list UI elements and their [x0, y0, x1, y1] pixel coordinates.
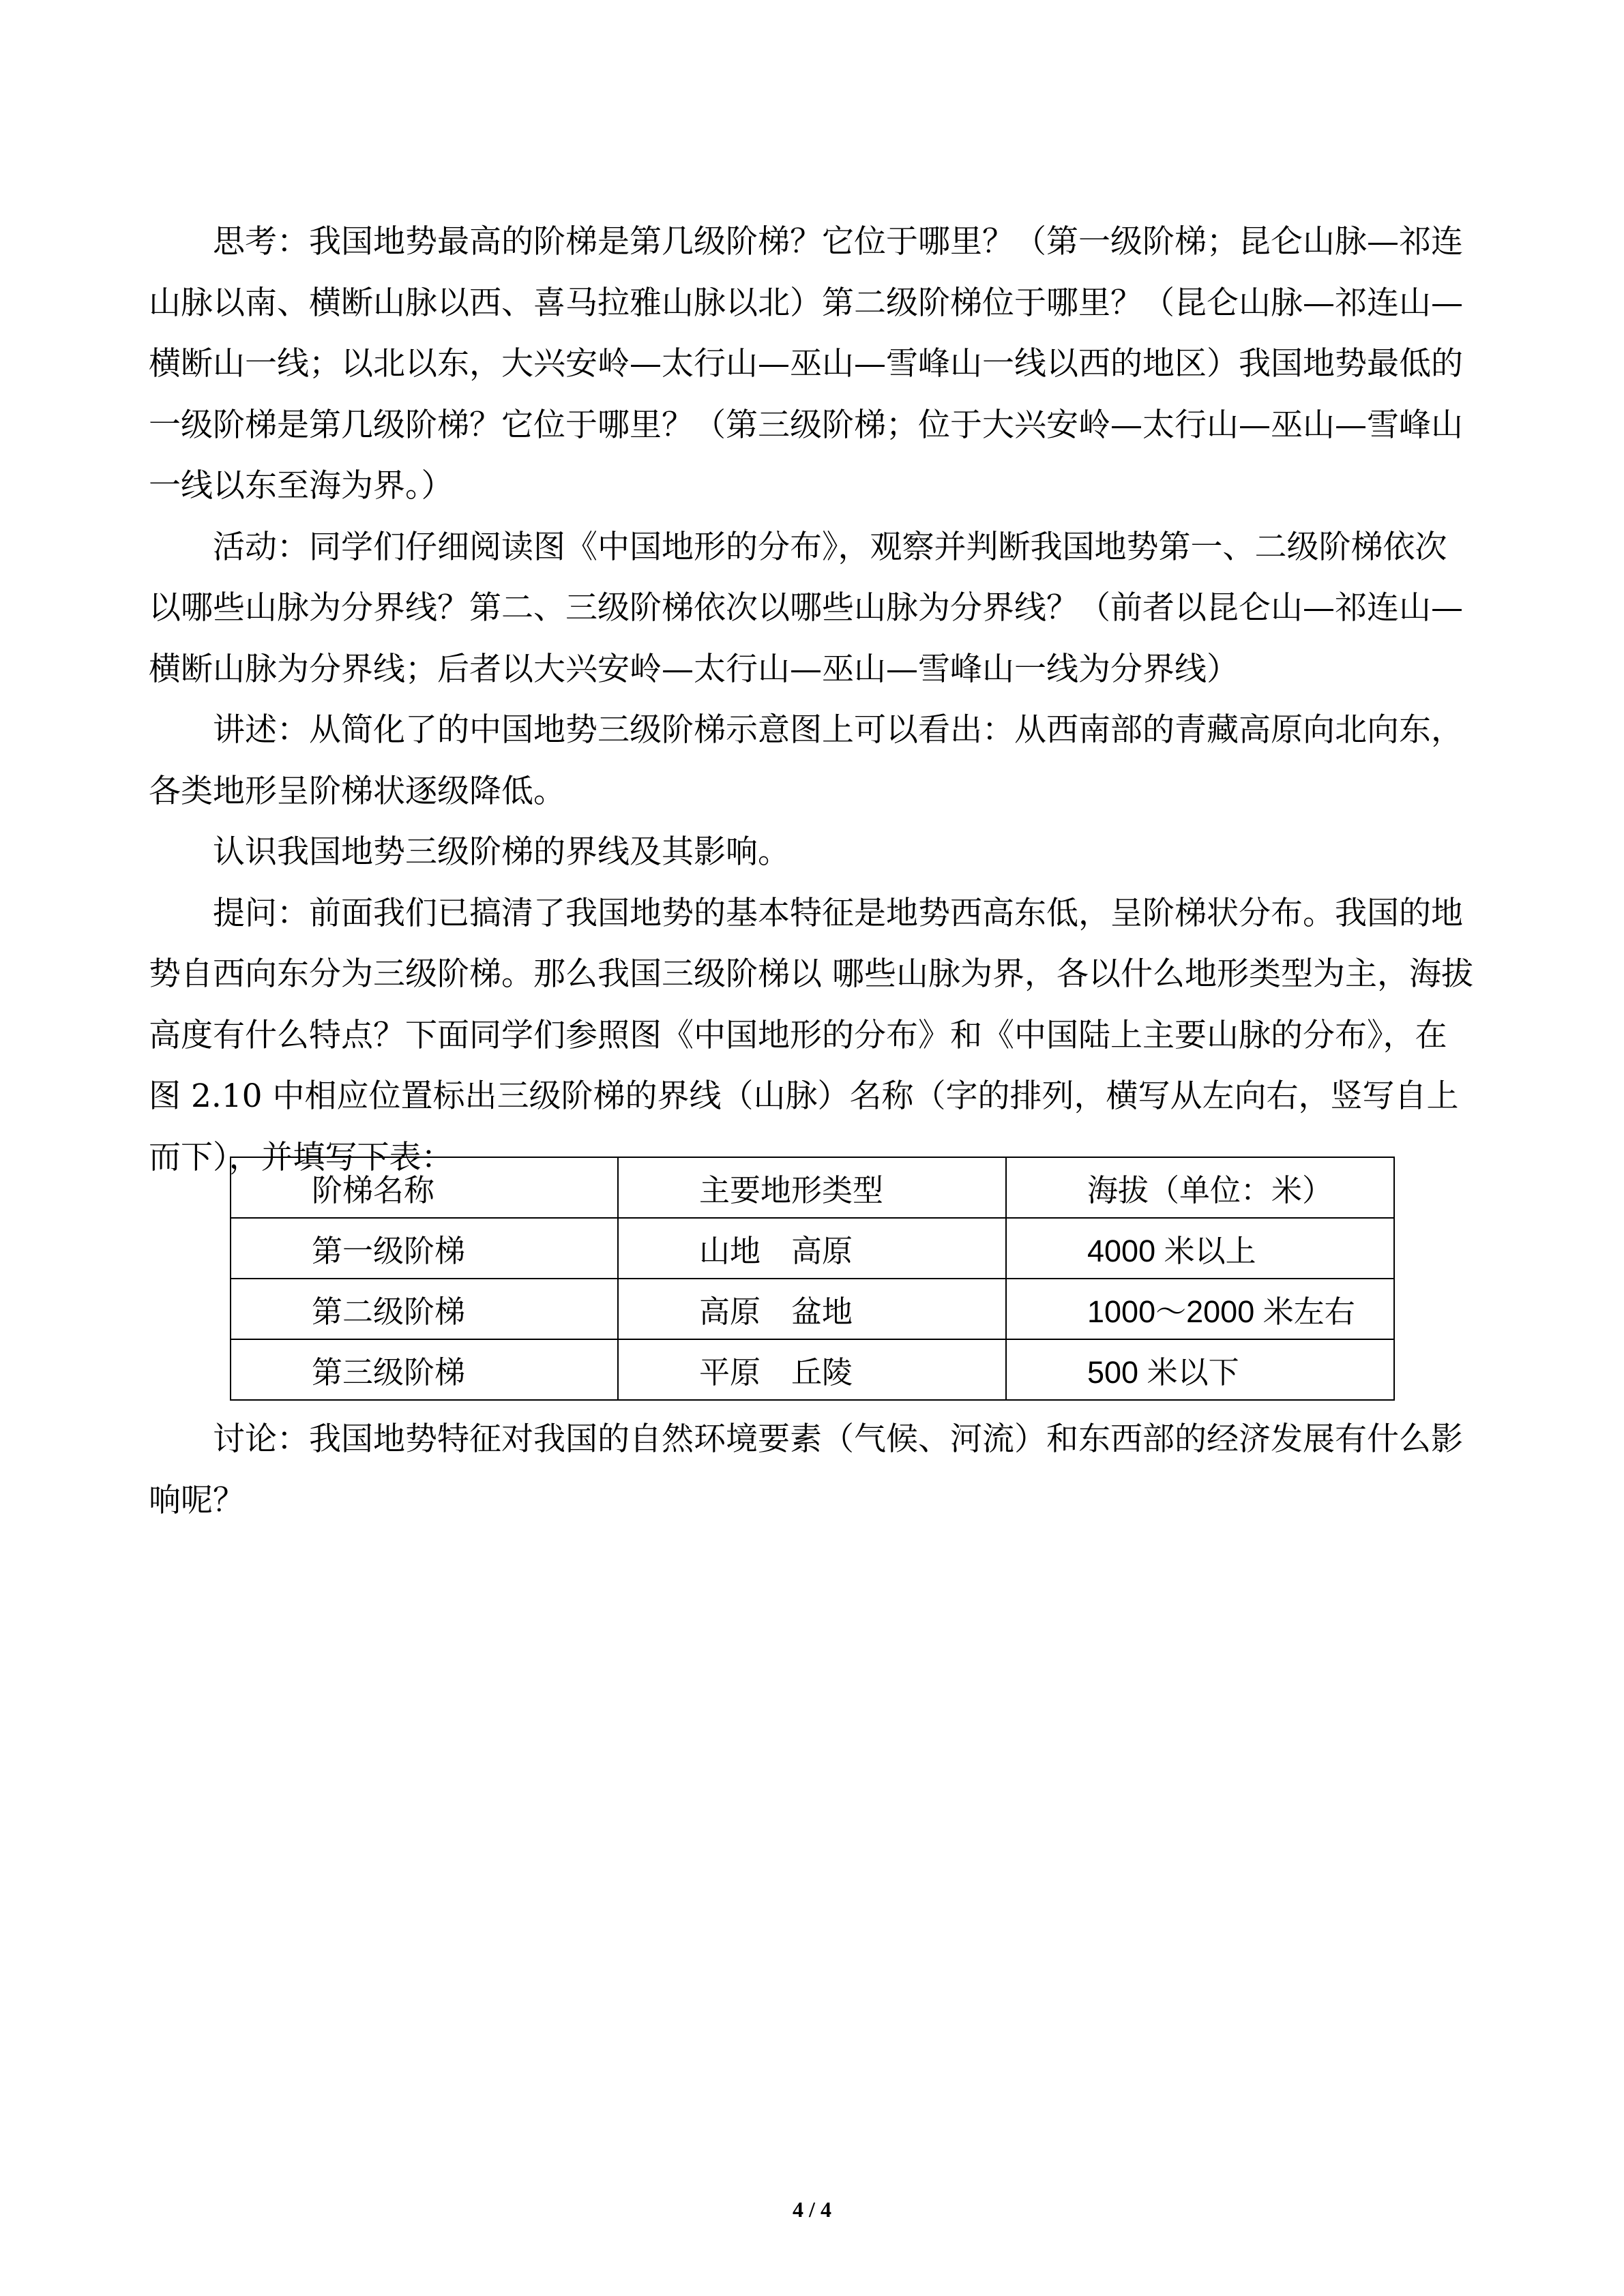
paragraph-activity: 活动：同学们仔细阅读图《中国地形的分布》，观察并判断我国地势第一、二级阶梯依次以哪些山脉为分界线？第二、三级阶梯依次以哪些山脉为分界线？（前者以昆仑山—祁连山—横断山脉为分界线；后者以大兴安岭—太行山—巫山—雪峰山一线为分界线）: [149, 528, 1463, 688]
cell-step-name: 第一级阶梯: [231, 1218, 618, 1279]
cell-terrain-type: 山地 高原: [618, 1218, 1006, 1279]
cell-altitude: 500 米以下: [1006, 1339, 1394, 1400]
paragraph-discussion: 讨论：我国地势特征对我国的自然环境要素（气候、河流）和东西部的经济发展有什么影响呢？: [149, 1420, 1463, 1519]
paragraph-explain: 讲述：从简化了的中国地势三级阶梯示意图上可以看出：从西南部的青藏高原向北向东，各类地形呈阶梯状逐级降低。: [149, 711, 1463, 810]
paragraph-question: 提问：前面我们已搞清了我国地势的基本特征是地势西高东低，呈阶梯状分布。我国的地势自西向东分为三级阶梯。那么我国三级阶梯以 哪些山脉为界，各以什么地形类型为主，海拔高度有什么特点？下面同学们参照图《中国地形的分布》和《中国陆上主要山脉的分布》，在图 2.10 中相应位置标出三级阶梯的界线（山脉）名称（字的排列，横写从左向右，竖写自上而下），并填写下表：: [149, 894, 1473, 1176]
body-text: [149, 211, 1475, 1188]
header-terrain-type: 主要地形类型: [618, 1157, 1006, 1218]
cell-altitude: 4000 米以上: [1006, 1218, 1394, 1279]
cell-altitude: 1000～2000 米左右: [1006, 1279, 1394, 1339]
paragraph-think: 思考：我国地势最高的阶梯是第几级阶梯？它位于哪里？（第一级阶梯；昆仑山脉—祁连山脉以南、横断山脉以西、喜马拉雅山脉以北）第二级阶梯位于哪里？（昆仑山脉—祁连山—横断山一线；以北以东，大兴安岭—太行山—巫山—雪峰山一线以西的地区）我国地势最低的一级阶梯是第几级阶梯？它位于哪里？（第三级阶梯；位于大兴安岭—太行山—巫山—雪峰山一线以东至海为界。）: [149, 223, 1463, 505]
cell-step-name: 第三级阶梯: [231, 1339, 618, 1400]
cell-terrain-type: 高原 盆地: [618, 1279, 1006, 1339]
table-row: [231, 1218, 1394, 1279]
table-row: [231, 1279, 1394, 1339]
table-header-row: [231, 1157, 1394, 1218]
header-step-name: 阶梯名称: [231, 1157, 618, 1218]
table-row: [231, 1339, 1394, 1400]
discussion-block: [149, 1409, 1475, 1531]
cell-step-name: 第二级阶梯: [231, 1279, 618, 1339]
cell-terrain-type: 平原 丘陵: [618, 1339, 1006, 1400]
header-altitude: 海拔（单位：米）: [1006, 1157, 1394, 1218]
paragraph-recognize: 认识我国地势三级阶梯的界线及其影响。: [213, 833, 790, 871]
page-number: 4 / 4: [793, 2197, 831, 2222]
terrain-steps-table: [230, 1157, 1395, 1401]
